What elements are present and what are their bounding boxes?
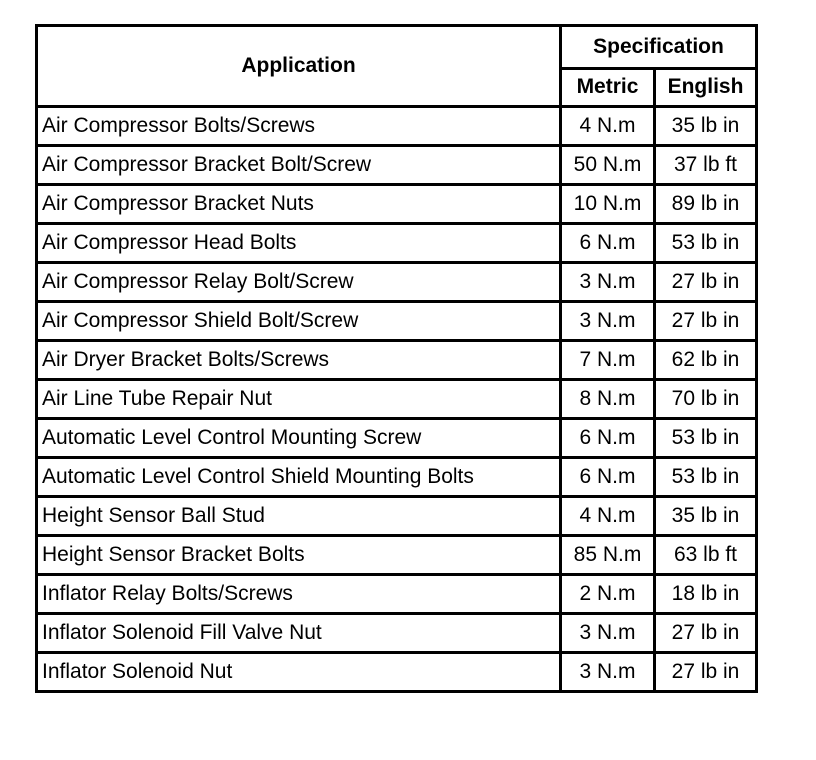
- metric-value-cell: 4 N.m: [561, 497, 655, 536]
- english-value-cell: 18 lb in: [655, 575, 757, 614]
- fastener-specification-table: [35, 24, 758, 693]
- metric-value-cell: 3 N.m: [561, 614, 655, 653]
- metric-value-cell: 85 N.m: [561, 536, 655, 575]
- english-value-cell: 35 lb in: [655, 497, 757, 536]
- english-value-cell: 53 lb in: [655, 458, 757, 497]
- table-row: [37, 653, 757, 692]
- application-cell: Inflator Solenoid Nut: [37, 653, 561, 692]
- english-value-cell: 53 lb in: [655, 419, 757, 458]
- table-row: [37, 575, 757, 614]
- english-value-cell: 27 lb in: [655, 302, 757, 341]
- english-value-cell: 35 lb in: [655, 107, 757, 146]
- metric-value-cell: 3 N.m: [561, 302, 655, 341]
- application-cell: Air Compressor Bracket Bolt/Screw: [37, 146, 561, 185]
- application-cell: Automatic Level Control Shield Mounting Bolts: [37, 458, 561, 497]
- table-row: [37, 224, 757, 263]
- application-cell: Air Compressor Shield Bolt/Screw: [37, 302, 561, 341]
- application-cell: Inflator Relay Bolts/Screws: [37, 575, 561, 614]
- application-cell: Air Compressor Head Bolts: [37, 224, 561, 263]
- english-column-header: English: [655, 68, 757, 106]
- application-cell: Air Line Tube Repair Nut: [37, 380, 561, 419]
- metric-value-cell: 2 N.m: [561, 575, 655, 614]
- metric-value-cell: 6 N.m: [561, 419, 655, 458]
- table-row: [37, 419, 757, 458]
- table-row: [37, 497, 757, 536]
- application-cell: Inflator Solenoid Fill Valve Nut: [37, 614, 561, 653]
- application-cell: Air Compressor Relay Bolt/Screw: [37, 263, 561, 302]
- english-value-cell: 27 lb in: [655, 263, 757, 302]
- metric-value-cell: 7 N.m: [561, 341, 655, 380]
- application-cell: Air Compressor Bolts/Screws: [37, 107, 561, 146]
- table-body: [37, 107, 757, 692]
- metric-value-cell: 3 N.m: [561, 263, 655, 302]
- english-value-cell: 53 lb in: [655, 224, 757, 263]
- table-row: [37, 263, 757, 302]
- english-value-cell: 89 lb in: [655, 185, 757, 224]
- table-row: [37, 380, 757, 419]
- english-value-cell: 27 lb in: [655, 614, 757, 653]
- metric-value-cell: 6 N.m: [561, 224, 655, 263]
- metric-value-cell: 6 N.m: [561, 458, 655, 497]
- english-value-cell: 70 lb in: [655, 380, 757, 419]
- table-row: [37, 302, 757, 341]
- table-row: [37, 536, 757, 575]
- application-cell: Height Sensor Ball Stud: [37, 497, 561, 536]
- application-column-header: Application: [37, 26, 561, 107]
- english-value-cell: 37 lb ft: [655, 146, 757, 185]
- english-value-cell: 63 lb ft: [655, 536, 757, 575]
- specification-column-header: Specification: [561, 26, 757, 69]
- table-row: [37, 458, 757, 497]
- application-cell: Automatic Level Control Mounting Screw: [37, 419, 561, 458]
- table-header: [37, 26, 757, 107]
- application-cell: Air Compressor Bracket Nuts: [37, 185, 561, 224]
- table-row: [37, 185, 757, 224]
- application-cell: Height Sensor Bracket Bolts: [37, 536, 561, 575]
- english-value-cell: 62 lb in: [655, 341, 757, 380]
- table-row: [37, 146, 757, 185]
- metric-column-header: Metric: [561, 68, 655, 106]
- table-row: [37, 341, 757, 380]
- metric-value-cell: 10 N.m: [561, 185, 655, 224]
- metric-value-cell: 50 N.m: [561, 146, 655, 185]
- metric-value-cell: 8 N.m: [561, 380, 655, 419]
- metric-value-cell: 3 N.m: [561, 653, 655, 692]
- application-cell: Air Dryer Bracket Bolts/Screws: [37, 341, 561, 380]
- english-value-cell: 27 lb in: [655, 653, 757, 692]
- table-row: [37, 107, 757, 146]
- metric-value-cell: 4 N.m: [561, 107, 655, 146]
- table-row: [37, 614, 757, 653]
